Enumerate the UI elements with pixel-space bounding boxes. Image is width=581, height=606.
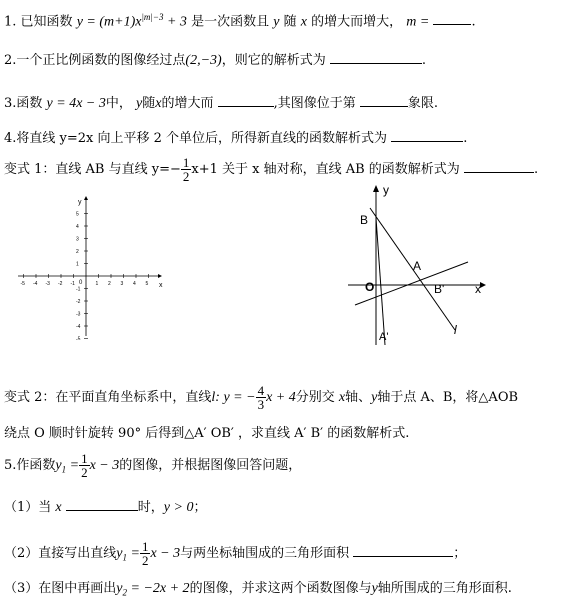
question-2: 2.一个正比例函数的图像经过点(2,−3)，则它的解析式为 . [4, 50, 426, 70]
y-tick-label: -1 [76, 286, 81, 293]
grid-origin-label: 0 [79, 280, 83, 286]
question-1: 1. 已知函数 $y = (m+1)x^{|m|-3} + 3$ 是一次函数且 y 随 x 的增大而增大， m = . [4, 12, 476, 30]
answer-blank[interactable] [330, 50, 422, 64]
point-b-prime-label: B' [434, 282, 445, 296]
grid-y-label: y [78, 199, 82, 206]
y-tick-label: 5 [76, 211, 79, 218]
line-l-label: l [454, 323, 457, 337]
x-tick-label: -1 [70, 281, 75, 287]
point-a-prime-label: A' [379, 331, 389, 343]
grid-x-label: x [159, 282, 163, 289]
y-tick-label: -3 [76, 311, 81, 318]
line-figure [340, 180, 500, 355]
blank-coordinate-grid [14, 196, 164, 340]
x-tick-label: 4 [133, 281, 136, 287]
x-tick-label: 5 [145, 281, 149, 287]
variant-1: 变式 1：直线 AB 与直线 y=− $\frac{1}{2}$ x+1 关于 x 轴对称，直线 AB 的函数解析式为 . [4, 155, 539, 184]
answer-blank[interactable] [218, 93, 274, 107]
y-tick-label: 4 [76, 224, 79, 230]
x-tick-label: -4 [33, 281, 38, 287]
x-tick-label: -5 [20, 281, 25, 287]
y-tick-label: 1 [76, 261, 79, 268]
x-arrow-icon [158, 274, 162, 278]
point-a-label: A [413, 259, 422, 273]
figure-y-label: y [383, 183, 389, 197]
y-arrow-icon [84, 196, 88, 200]
y-tick-label: -5 [76, 336, 81, 340]
y-tick-label: 3 [76, 236, 79, 243]
variant-2-line2: 绕点 O 顺时针旋转 90° 后得到△A′ OB′ ，求直线 A′ B′ 的函数解析式. [4, 426, 410, 441]
answer-blank[interactable] [433, 11, 471, 25]
figure-o-label: O [365, 280, 375, 294]
x-tick-label: -2 [58, 281, 63, 287]
answer-blank[interactable] [353, 543, 453, 557]
y-tick-label: 2 [76, 249, 79, 255]
figure-x-label: x [475, 282, 481, 296]
fraction: $\frac{4}{3}$ [257, 383, 265, 412]
question-5-part-1: （1）当 x 时，y > 0； [4, 497, 206, 517]
point-b-label: B [360, 213, 369, 227]
line-a [376, 218, 385, 345]
fraction: $\frac{1}{2}$ [182, 155, 190, 184]
question-3: 3.函数 y = 4x − 3中， y随x的增大而 ,其图像位于第 象限. [4, 93, 438, 113]
question-4: 4.将直线 y=2x 向上平移 2 个单位后，所得新直线的函数解析式为 . [4, 128, 467, 148]
x-tick-label: 2 [108, 281, 111, 287]
answer-blank[interactable] [360, 93, 408, 107]
question-5: 5.作函数$y_1$ = $\frac{1}{2}$ x − 3的图像，并根据图像回答问题， [4, 451, 302, 480]
variant-2: 变式 2：在平面直角坐标系中，直线l: y = − $\frac{4}{3}$ x + 4分别交 x轴、y轴于点 A、B，将△AOB [4, 383, 519, 412]
y-tick-label: -2 [76, 299, 81, 305]
question-5-part-3: （3）在图中再画出$y_2 = -2x + 2$的图像，并求这两个函数图像与y轴所围成的三角形面积. [4, 581, 512, 598]
fraction: $\frac{1}{2}$ [141, 539, 149, 568]
answer-blank[interactable] [66, 497, 138, 511]
x-tick-label: 1 [95, 281, 99, 287]
y-arrow-icon [373, 185, 379, 192]
fraction: $\frac{1}{2}$ [81, 451, 88, 480]
x-tick-label: 3 [120, 281, 124, 287]
x-tick-label: -3 [45, 281, 50, 287]
question-5-part-2: （2）直接写出直线$y_1$ = $\frac{1}{2}$ x − 3与两坐标轴围成的三角形面积 ； [4, 539, 467, 568]
answer-blank[interactable] [464, 159, 534, 173]
y-tick-label: -4 [76, 324, 81, 330]
answer-blank[interactable] [391, 128, 463, 142]
